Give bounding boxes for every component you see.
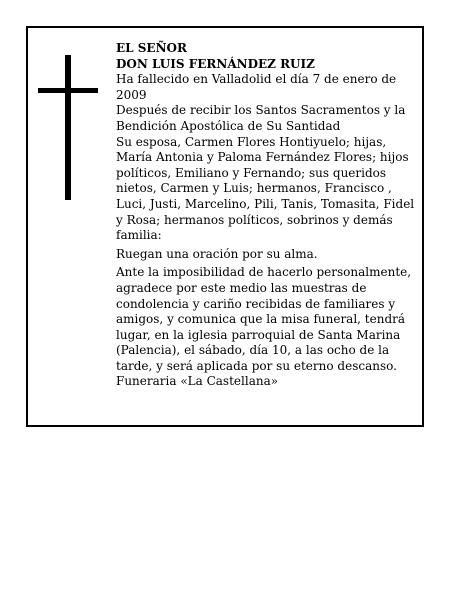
heading-title: EL SEÑOR <box>116 41 187 55</box>
death-info: Ha fallecido en Valladolid el día 7 de enero de 2009 <box>116 72 397 102</box>
cross-icon <box>38 55 98 200</box>
funeral-home: Funeraria «La Castellana» <box>116 374 279 389</box>
obituary-notice <box>26 26 424 427</box>
thanks-and-mass-text: Ante la imposibilidad de hacerlo personalmente, agradece por este medio las muestras de condolencia y cariño recibidas de familiares y amigos, y comunica que la misa funeral, tendrá lugar, en la iglesia parroquial de Santa Marina (Palencia), el sábado, día 10, a las ocho de la tarde, y será aplicada por su eterno descanso. <box>116 265 412 373</box>
prayer-text: Ruegan una oración por su alma. <box>116 246 318 261</box>
cross-vertical-bar <box>65 55 71 200</box>
deceased-name: DON LUIS FERNÁNDEZ RUIZ <box>116 56 315 71</box>
cross-horizontal-bar <box>38 88 98 93</box>
family-text: Su esposa, Carmen Flores Hontiyuelo; hijas, María Antonia y Paloma Fernández Flores; hijos políticos, Emiliano y Fernando; sus queridos nietos, Carmen y Luis; hermanos, Francisco , Luci, Justi, Marcelino, Pili, Tanis, Tomasita, Fidel y Rosa; hermanos políticos, sobrinos y demás familia: <box>116 134 415 243</box>
sacraments-text: Después de recibir los Santos Sacramentos y la Bendición Apostólica de Su Santidad <box>116 103 406 133</box>
notice-text <box>116 41 422 390</box>
